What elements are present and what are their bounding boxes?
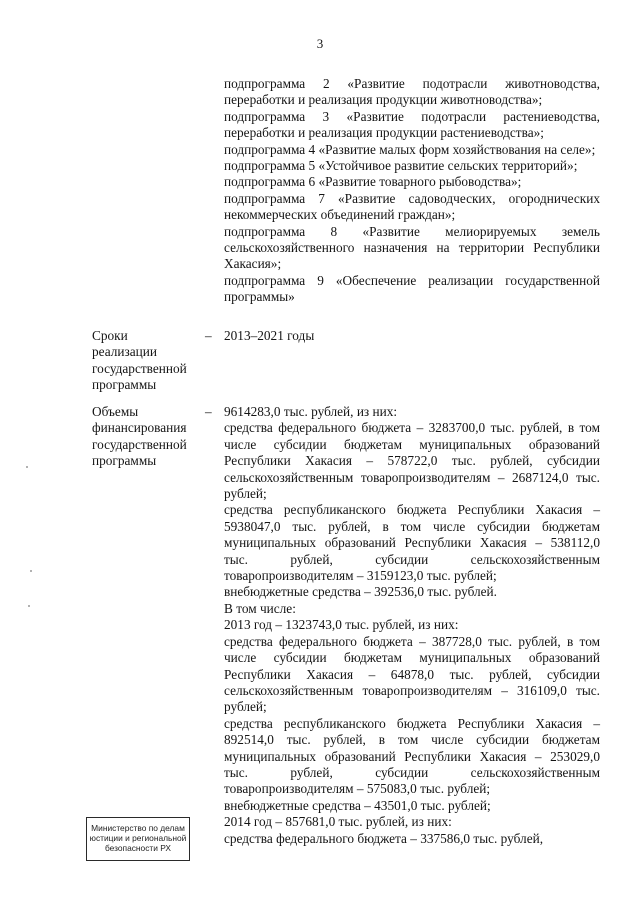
terms-label-line: государственной: [92, 360, 187, 376]
funding-label: [92, 404, 212, 470]
terms-value: 2013–2021 годы: [224, 328, 315, 343]
funding-paragraph: 2013 год – 1323743,0 тыс. рублей, из них:: [224, 617, 459, 633]
funding-label-line: программы: [92, 453, 157, 469]
subprogram-item: подпрограмма 4 «Развитие малых форм хозяйствования на селе»;: [224, 141, 596, 157]
stamp-line: юстиции и региональной: [89, 833, 187, 843]
ministry-stamp: [86, 817, 190, 861]
stamp-line: безопасности РХ: [104, 843, 172, 853]
subprogram-item: подпрограмма 2 «Развитие подотрасли животноводства, переработки и реализация продукции животноводства»;: [224, 76, 600, 108]
funding-paragraph: средства федерального бюджета – 387728,0 тыс. рублей, в том числе субсидии бюджетам муниципальных образований Республики Хакасия – 64878,0 тыс. рублей, субсидии сельскохозяйственным товаропроизводителям – 316109,0 тыс. рублей;: [224, 633, 600, 715]
funding-paragraph: средства республиканского бюджета Республики Хакасия – 892514,0 тыс. рублей, в том числе субсидии бюджетам муниципальных образований Республики Хакасия – 253029,0 тыс. рублей, субсидии сельскохозяйственным товаропроизводителям – 575083,0 тыс. рублей;: [224, 715, 600, 797]
funding-paragraph: внебюджетные средства – 392536,0 тыс. рублей.: [224, 584, 497, 600]
subprogram-item: подпрограмма 6 «Развитие товарного рыбоводства»;: [224, 174, 522, 190]
funding-paragraph: средства республиканского бюджета Республики Хакасия – 5938047,0 тыс. рублей, в том числе субсидии бюджетам муниципальных образований Республики Хакасия – 538112,0 тыс. рублей, субсидии сельскохозяйственным товаропроизводителям – 3159123,0 тыс. рублей;: [224, 502, 600, 584]
terms-label: [92, 328, 212, 394]
subprogram-item: подпрограмма 7 «Развитие садоводческих, огороднических некоммерческих объединений граждан»;: [224, 190, 600, 223]
funding-paragraph: внебюджетные средства – 43501,0 тыс. рублей;: [224, 797, 491, 813]
terms-label-line: реализации: [92, 344, 157, 360]
scan-speck: [26, 466, 28, 468]
page-number: 3: [316, 36, 324, 51]
terms-label-line: Сроки: [92, 328, 128, 343]
scan-speck: [28, 605, 30, 607]
funding-label-line: Объемы: [92, 404, 139, 419]
funding-paragraph: 9614283,0 тыс. рублей, из них:: [224, 404, 398, 419]
funding-paragraph: 2014 год – 857681,0 тыс. рублей, из них:: [224, 814, 452, 830]
terms-dash: –: [205, 328, 212, 343]
funding-paragraph: В том числе:: [224, 600, 296, 616]
funding-paragraph: средства федерального бюджета – 3283700,0 тыс. рублей, в том числе субсидии бюджетам муниципальных образований Республики Хакасия – 578722,0 тыс. рублей, субсидии сельскохозяйственным товаропроизводителям – 2687124,0 тыс. рублей;: [224, 420, 600, 502]
funding-paragraph: средства федерального бюджета – 337586,0 тыс. рублей,: [224, 830, 544, 846]
subprogram-list: [224, 76, 600, 306]
funding-label-line: государственной: [92, 436, 187, 452]
stamp-line: Министерство по делам: [91, 823, 185, 833]
terms-label-line: программы: [92, 377, 157, 393]
subprogram-item: подпрограмма 9 «Обеспечение реализации государственной программы»: [224, 272, 600, 305]
subprogram-item: подпрограмма 3 «Развитие подотрасли растениеводства, переработки и реализация продукции растениеводства»;: [224, 108, 600, 141]
funding-details: [224, 404, 600, 847]
funding-label-line: финансирования: [92, 420, 187, 436]
subprogram-item: подпрограмма 5 «Устойчивое развитие сельских территорий»;: [224, 158, 578, 174]
scan-speck: [30, 570, 32, 572]
subprogram-item: подпрограмма 8 «Развитие мелиорируемых земель сельскохозяйственного назначения на территории Республики Хакасия»;: [224, 223, 600, 272]
funding-dash: –: [205, 404, 212, 419]
